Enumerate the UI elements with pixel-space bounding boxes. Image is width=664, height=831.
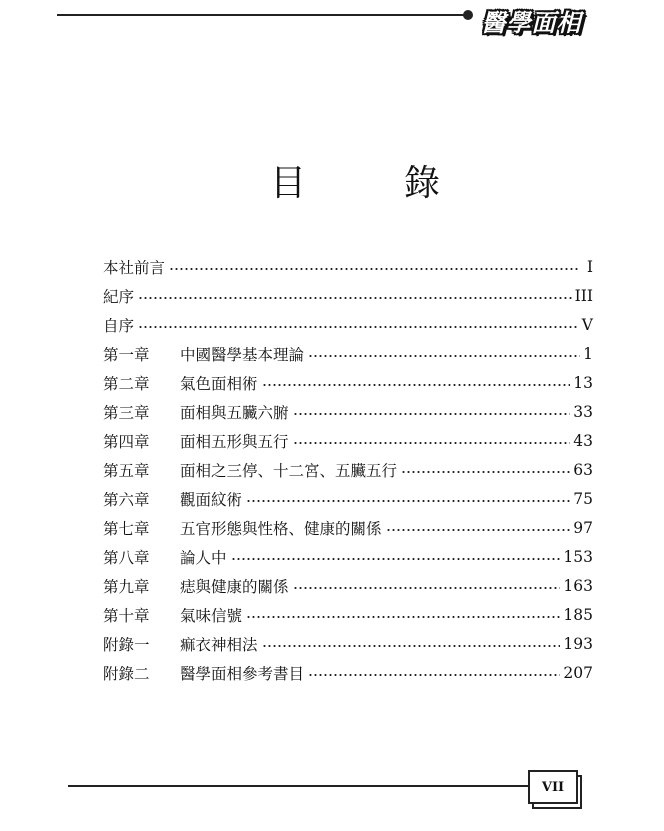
toc-entry-page: 13: [573, 373, 593, 392]
page-number: VII: [528, 770, 578, 804]
toc-entry[interactable]: [103, 339, 593, 368]
dot-leader: [401, 465, 570, 479]
toc-entry-page: III: [574, 286, 593, 305]
toc-entry-page: 153: [563, 547, 593, 566]
toc-entry-page: 193: [563, 634, 593, 653]
toc-entry-title: 氣色面相術: [180, 374, 258, 393]
toc-entry-title: 紀序: [103, 287, 135, 306]
toc-entry-title: 痣與健康的關係: [180, 577, 289, 596]
toc-entry-title: 觀面紋術: [180, 490, 243, 509]
toc-entry-page: 163: [563, 576, 593, 595]
toc-entry-chapter: 第九章: [103, 577, 150, 596]
toc-entry-title: 自序: [103, 316, 135, 335]
toc-entry[interactable]: [103, 542, 593, 571]
toc-entry-chapter: 第六章: [103, 490, 150, 509]
toc-entry-title: 醫學面相參考書目: [180, 664, 305, 683]
toc-entry-title: 面相之三停、十二宮、五臟五行: [180, 461, 398, 480]
header-rule: [57, 14, 467, 16]
dot-leader: [262, 378, 571, 392]
toc-entry-page: 1: [583, 344, 593, 363]
toc-entry-chapter: 附錄一: [103, 635, 150, 654]
toc-entry[interactable]: [103, 281, 593, 310]
toc-entry[interactable]: [103, 600, 593, 629]
dot-leader: [246, 494, 570, 508]
table-of-contents: [103, 252, 593, 687]
toc-entry[interactable]: [103, 426, 593, 455]
toc-entry-page: 185: [563, 605, 593, 624]
toc-entry-chapter: 第四章: [103, 432, 150, 451]
dot-leader: [231, 552, 561, 566]
toc-entry-title: 中國醫學基本理論: [180, 345, 305, 364]
dot-leader: [138, 291, 572, 305]
toc-entry[interactable]: [103, 252, 593, 281]
toc-entry[interactable]: [103, 310, 593, 339]
toc-entry-chapter: 第八章: [103, 548, 150, 567]
toc-entry[interactable]: [103, 484, 593, 513]
toc-entry-page: 75: [573, 489, 593, 508]
dot-leader: [308, 349, 580, 363]
toc-entry[interactable]: [103, 629, 593, 658]
toc-entry-page: I: [586, 257, 593, 276]
footer-rule: [68, 785, 530, 787]
toc-entry-page: 33: [573, 402, 593, 421]
toc-entry[interactable]: [103, 397, 593, 426]
toc-entry-chapter: 第二章: [103, 374, 150, 393]
page-heading: [270, 155, 440, 205]
toc-entry-page: 63: [573, 460, 593, 479]
toc-entry[interactable]: [103, 368, 593, 397]
toc-entry[interactable]: [103, 513, 593, 542]
toc-entry-page: V: [581, 315, 593, 334]
book-title: 醫學面相: [481, 8, 582, 37]
dot-leader: [246, 610, 560, 624]
toc-entry-title: 面相五形與五行: [180, 432, 289, 451]
toc-entry[interactable]: [103, 455, 593, 484]
toc-entry-title: 氣味信號: [180, 606, 243, 625]
dot-leader: [308, 668, 560, 682]
dot-leader: [293, 436, 571, 450]
page-heading-char-1: 目: [270, 162, 307, 204]
toc-entry-page: 207: [563, 663, 593, 682]
toc-entry-chapter: 第十章: [103, 606, 150, 625]
toc-entry-title: 本社前言: [103, 258, 166, 277]
toc-entry-chapter: 第五章: [103, 461, 150, 480]
dot-leader: [138, 320, 579, 334]
toc-entry-page: 43: [573, 431, 593, 450]
toc-entry-title: 五官形態與性格、健康的關係: [180, 519, 382, 538]
toc-entry-page: 97: [573, 518, 593, 537]
header-dot: [463, 10, 473, 20]
toc-entry-chapter: 第七章: [103, 519, 150, 538]
dot-leader: [293, 581, 561, 595]
toc-entry-title: 痲衣神相法: [180, 635, 258, 654]
page-heading-char-2: 錄: [403, 162, 440, 204]
toc-entry-chapter: 第一章: [103, 345, 150, 364]
toc-entry[interactable]: [103, 571, 593, 600]
toc-entry-chapter: 附錄二: [103, 664, 150, 683]
toc-entry-title: 面相與五臟六腑: [180, 403, 289, 422]
dot-leader: [386, 523, 571, 537]
toc-entry[interactable]: [103, 658, 593, 687]
toc-entry-title: 論人中: [180, 548, 227, 567]
dot-leader: [169, 262, 580, 276]
dot-leader: [262, 639, 561, 653]
toc-entry-chapter: 第三章: [103, 403, 150, 422]
dot-leader: [293, 407, 571, 421]
